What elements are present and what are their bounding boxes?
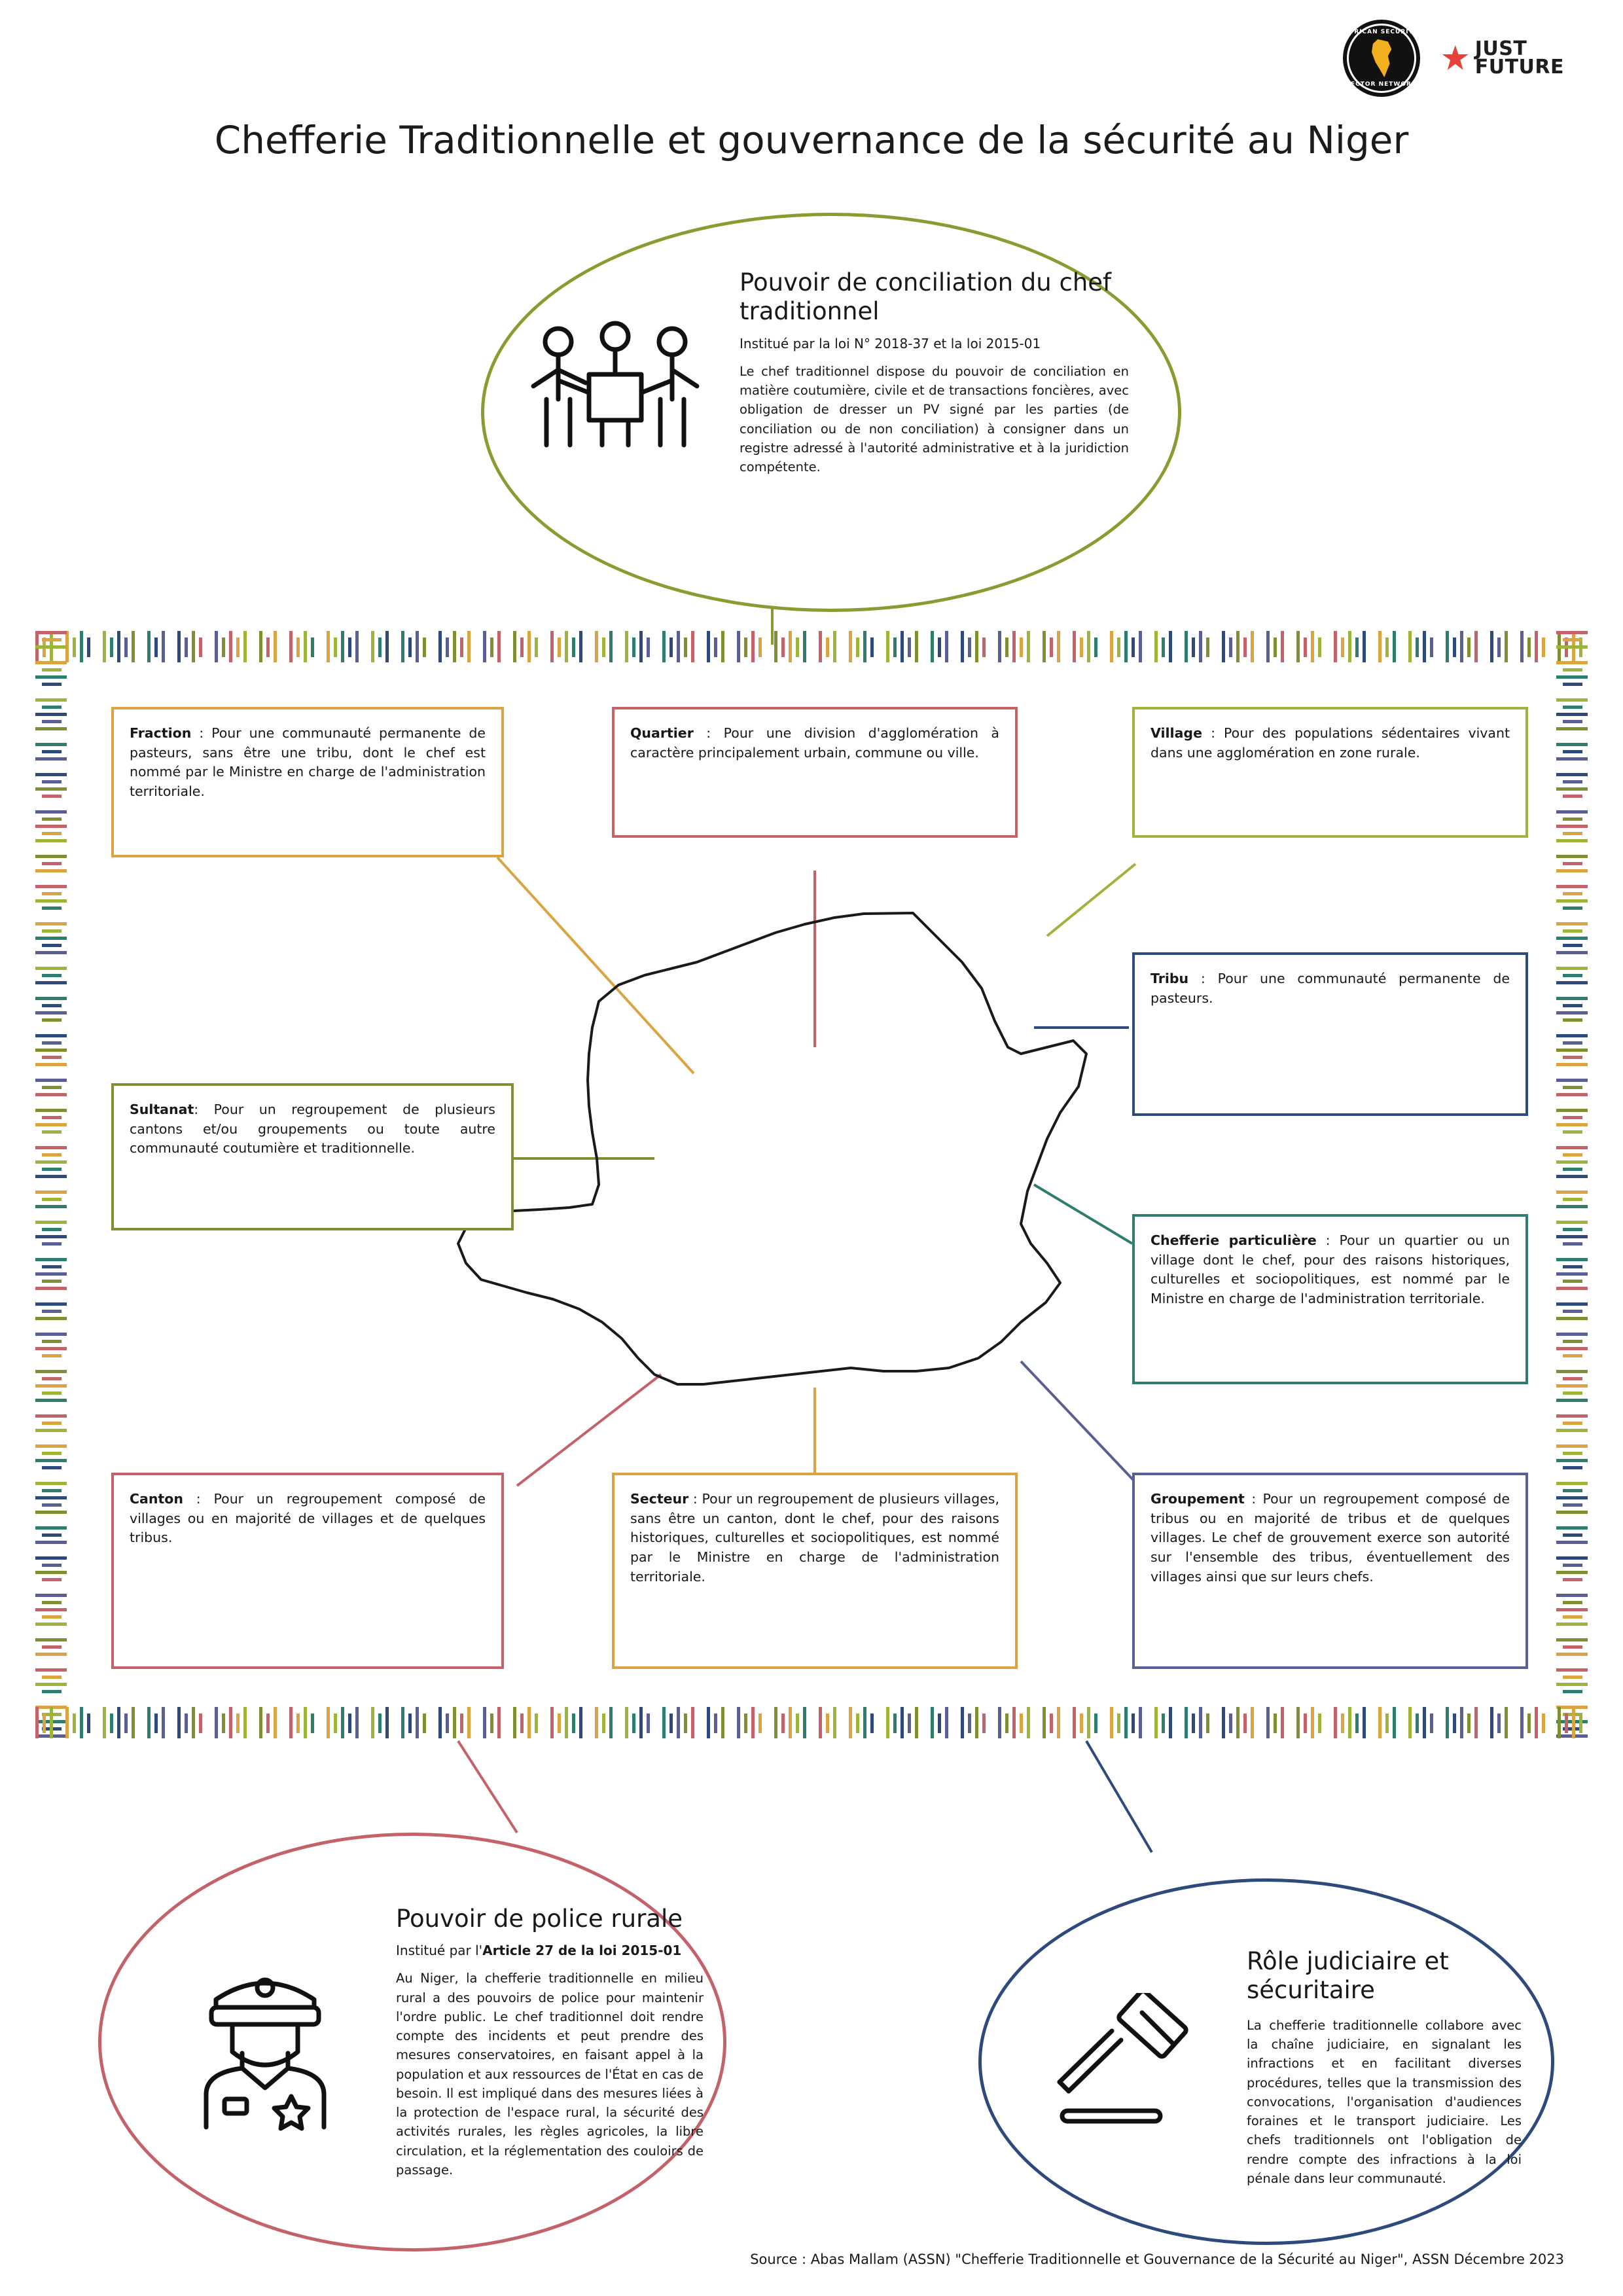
box-chefferie-sep: : (1316, 1232, 1340, 1248)
box-secteur-body: Pour un regroupement de plusieurs villages, sans être un canton, dont le chef, pour des raisons historiques, culturelles et sociopolitiques, est nommé par le Ministre en charge de l'administration territoriale. (630, 1491, 999, 1585)
box-quartier-body: Pour une division d'agglomération à caractère principalement urbain, commune ou ville. (630, 725, 999, 761)
box-secteur-text (615, 1475, 1015, 1602)
box-groupement-term: Groupement (1150, 1491, 1245, 1507)
bubble-conciliation (481, 213, 1181, 612)
three-people-icon (520, 321, 710, 461)
box-sultanat (111, 1083, 514, 1230)
page-title: Chefferie Traditionnelle et gouvernance de la sécurité au Niger (214, 118, 1409, 162)
box-tribu-text (1135, 955, 1525, 1022)
star-icon (1442, 45, 1469, 71)
box-tribu (1132, 952, 1528, 1116)
bubble-judiciaire-title: Rôle judiciaire et sécuritaire (1247, 1947, 1449, 2005)
box-sultanat-term: Sultanat (130, 1102, 194, 1117)
gavel-icon (1044, 1993, 1214, 2140)
bubble-police-rurale (98, 1833, 726, 2251)
bubble-conciliation-subtitle: Institué par la loi N° 2018-37 et la loi 2015-01 (740, 335, 1041, 351)
bubble-conciliation-title: Pouvoir de conciliation du chef traditionnel (740, 268, 1112, 326)
bubble-police-title: Pouvoir de police rurale (396, 1905, 683, 1933)
box-quartier (612, 707, 1018, 838)
box-canton-term: Canton (130, 1491, 183, 1507)
bubble-police-subtitle (396, 1943, 704, 1958)
bubble-police-subtitle-bold: Article 27 de la loi 2015-01 (482, 1943, 682, 1959)
source-note: Source : Abas Mallam (ASSN) "Chefferie Traditionnelle et Gouvernance de la Sécurité au Niger", ASSN Décembre 2023 (750, 2251, 1564, 2267)
box-sultanat-body: Pour un regroupement de plusieurs cantons et/ou groupements ou toute autre communauté coutumière et traditionnelle. (130, 1102, 495, 1157)
pattern-strip-bottom (33, 1704, 1590, 1741)
box-chefferie-particuliere-term: Chefferie particulière (1150, 1232, 1317, 1248)
just-future-wordmark (1474, 37, 1564, 79)
box-fraction-term: Fraction (130, 725, 192, 741)
bubble-police-body: Au Niger, la chefferie traditionnelle en milieu rural a des pouvoirs de police pour maintenir l'ordre public. Le chef traditionnel doit rendre compte des incidents et peut prendre des mesures conservatoires, en faisant appel à la population et aux ressources de l'État en cas de besoin. Il est impliqué dans des mesures liées à la protection de l'espace rural, la sécurité des activités rurales, les règles agricoles, la libre circulation, et la réglementation des couloirs de passage. (396, 1971, 704, 2178)
box-fraction-body: Pour une communauté permanente de pasteurs, sans être une tribu, dont le chef est nommé par le Ministre en charge de l'administration territoriale. (130, 725, 486, 800)
box-canton-sep: : (183, 1491, 214, 1507)
box-canton-text (114, 1475, 501, 1562)
box-secteur-sep: : (688, 1491, 702, 1507)
box-fraction-text (114, 709, 501, 816)
box-fraction-sep: : (191, 725, 212, 741)
box-canton-body: Pour un regroupement composé de villages ou en majorité de villages et de quelques tribus. (130, 1491, 486, 1546)
just-future-logo (1442, 37, 1564, 79)
box-chefferie-particuliere (1132, 1214, 1528, 1384)
box-groupement-body: Pour un regroupement composé de tribus ou en majorité de tribus et de quelques villages. Le chef de grouvement exerce son autorité sur l'ensemble des tribus, éventuellement des villages ainsi que sur leurs chefs. (1150, 1491, 1510, 1585)
pattern-strip-left (33, 628, 69, 1741)
box-chefferie-particuliere-text (1135, 1217, 1525, 1323)
assn-logo-top-text: AFRICAN SECURITY (1344, 29, 1419, 35)
assn-logo (1343, 20, 1420, 97)
box-tribu-body: Pour une communauté permanente de pasteurs. (1150, 971, 1510, 1006)
logo-row (1343, 20, 1564, 97)
box-groupement (1132, 1473, 1528, 1669)
box-tribu-sep: : (1188, 971, 1218, 986)
box-village-sep: : (1202, 725, 1224, 741)
bubble-conciliation-body: Le chef traditionnel dispose du pouvoir de conciliation en matière coutumière, civile et de transactions foncières, avec obligation de dresser un PV signé par les parties (de conciliation ou de non conciliation) à consigner dans un registre adressé à l'autorité administrative et à la juridiction compétente. (740, 363, 1129, 475)
niger-map-outline (458, 913, 1086, 1384)
box-groupement-sep: : (1244, 1491, 1263, 1507)
bubble-police-subtitle-plain: Institué par l' (396, 1943, 483, 1959)
box-village (1132, 707, 1528, 838)
box-quartier-sep: : (693, 725, 724, 741)
box-village-text (1135, 709, 1525, 777)
pattern-strip-top (33, 628, 1590, 665)
just-future-line2: FUTURE (1474, 56, 1564, 79)
box-sultanat-text (114, 1086, 511, 1173)
box-secteur-term: Secteur (630, 1491, 689, 1507)
bubble-judiciaire-body: La chefferie traditionnelle collabore avec la chaîne judiciaire, en signalant les infractions et en facilitant diverses procédures, telles que la transmission des convocations, l'organisation d'audiences foraines et le transport judiciaire. Les chefs traditionnels ont l'obligation de rendre compte des infractions à la loi pénale dans leur communauté. (1247, 2017, 1522, 2186)
box-fraction (111, 707, 504, 857)
box-secteur (612, 1473, 1018, 1669)
box-village-term: Village (1150, 725, 1202, 741)
box-quartier-text (615, 709, 1015, 777)
police-officer-icon (180, 1954, 350, 2140)
box-village-body: Pour des populations sédentaires vivant dans une agglomération en zone rurale. (1150, 725, 1510, 761)
box-chefferie-body: Pour un quartier ou un village dont le chef, pour des raisons historiques, culturelles et sociopolitiques, est nommé par le Ministre en charge de l'administration territoriale. (1150, 1232, 1510, 1307)
pattern-strip-right (1554, 628, 1590, 1741)
box-tribu-term: Tribu (1150, 971, 1189, 986)
bubble-judiciaire (978, 1878, 1554, 2245)
box-canton (111, 1473, 504, 1669)
box-sultanat-sep: : (194, 1102, 214, 1117)
box-quartier-term: Quartier (630, 725, 694, 741)
box-groupement-text (1135, 1475, 1525, 1602)
assn-logo-bottom-text: SECTOR NETWORK (1346, 81, 1417, 88)
just-future-line1: JUST (1474, 37, 1527, 60)
